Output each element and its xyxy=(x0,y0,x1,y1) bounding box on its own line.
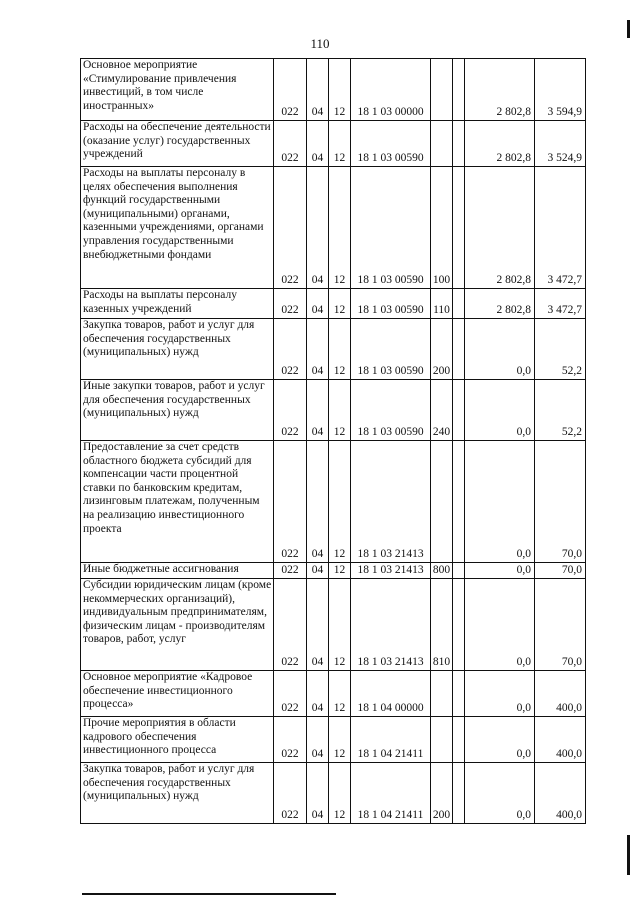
section-code: 04 xyxy=(307,319,329,380)
expense-type-code xyxy=(431,671,453,717)
target-code-part: 04 21411 xyxy=(380,748,424,761)
expense-type-code xyxy=(431,717,453,763)
subsection-code: 12 xyxy=(329,319,351,380)
section-code: 04 xyxy=(307,380,329,441)
ministry-code: 022 xyxy=(274,563,307,579)
amount-year-1: 2 802,8 xyxy=(465,121,535,167)
amount-year-2: 70,0 xyxy=(535,563,586,579)
amount-year-2: 3 472,7 xyxy=(535,289,586,319)
table-row xyxy=(81,289,586,319)
subsection-code: 12 xyxy=(329,121,351,167)
amount-year-1: 0,0 xyxy=(465,579,535,671)
target-code-part: 03 21413 xyxy=(380,548,424,561)
amount-year-2: 70,0 xyxy=(535,579,586,671)
expense-type-code: 800 xyxy=(431,563,453,579)
table-row xyxy=(81,579,586,671)
table-row xyxy=(81,763,586,824)
target-code-part: 1 xyxy=(371,365,378,378)
target-article-code xyxy=(351,763,431,824)
amount-year-1: 0,0 xyxy=(465,763,535,824)
ministry-code: 022 xyxy=(274,717,307,763)
target-article-code xyxy=(351,319,431,380)
expense-type-code xyxy=(431,59,453,121)
subsection-code: 12 xyxy=(329,763,351,824)
ministry-code: 022 xyxy=(274,59,307,121)
section-code: 04 xyxy=(307,441,329,563)
subsection-code: 12 xyxy=(329,167,351,289)
amount-year-1: 0,0 xyxy=(465,319,535,380)
amount-year-2: 3 594,9 xyxy=(535,59,586,121)
row-name: Предоставление за счет средств областного бюджета субсидий для компенсации части процентной ставки по банковским кредитам, лизинговым платежам, полученным на реализацию инвестиционного проекта xyxy=(81,441,274,563)
target-code-part: 03 21413 xyxy=(380,564,424,577)
target-code-part: 1 xyxy=(371,564,378,577)
target-code-part: 03 00590 xyxy=(380,274,424,287)
amount-year-2: 52,2 xyxy=(535,380,586,441)
target-code-part: 18 xyxy=(357,106,369,119)
amount-year-1: 2 802,8 xyxy=(465,167,535,289)
amount-year-2: 70,0 xyxy=(535,441,586,563)
target-article-code xyxy=(351,717,431,763)
target-article-code xyxy=(351,167,431,289)
blank-cell xyxy=(453,763,465,824)
row-name: Закупка товаров, работ и услуг для обеспечения государственных (муниципальных) нужд xyxy=(81,763,274,824)
table-row xyxy=(81,59,586,121)
target-article-code xyxy=(351,441,431,563)
target-code-part: 18 xyxy=(357,702,369,715)
target-code-part: 1 xyxy=(371,304,378,317)
ministry-code: 022 xyxy=(274,579,307,671)
ministry-code: 022 xyxy=(274,167,307,289)
ministry-code: 022 xyxy=(274,380,307,441)
table-row xyxy=(81,319,586,380)
blank-cell xyxy=(453,289,465,319)
target-code-part: 18 xyxy=(357,426,369,439)
blank-cell xyxy=(453,671,465,717)
row-name: Основное мероприятие «Стимулирование привлечения инвестиций, в том числе иностранных» xyxy=(81,59,274,121)
amount-year-1: 0,0 xyxy=(465,671,535,717)
ministry-code: 022 xyxy=(274,289,307,319)
section-code: 04 xyxy=(307,289,329,319)
blank-cell xyxy=(453,380,465,441)
amount-year-2: 3 524,9 xyxy=(535,121,586,167)
row-name: Расходы на выплаты персоналу казенных учреждений xyxy=(81,289,274,319)
table-row xyxy=(81,121,586,167)
margin-mark-bottom xyxy=(627,835,630,875)
page-number: 110 xyxy=(310,36,330,51)
target-code-part: 03 00590 xyxy=(380,426,424,439)
target-article-code xyxy=(351,579,431,671)
subsection-code: 12 xyxy=(329,671,351,717)
target-code-part: 1 xyxy=(371,426,378,439)
target-article-code xyxy=(351,59,431,121)
expense-type-code: 240 xyxy=(431,380,453,441)
target-code-part: 18 xyxy=(357,274,369,287)
expense-type-code: 200 xyxy=(431,763,453,824)
target-code-part: 1 xyxy=(371,702,378,715)
row-name: Основное мероприятие «Кадровое обеспечение инвестиционного процесса» xyxy=(81,671,274,717)
ministry-code: 022 xyxy=(274,319,307,380)
amount-year-1: 2 802,8 xyxy=(465,289,535,319)
expense-type-code xyxy=(431,441,453,563)
row-name: Прочие мероприятия в области кадрового обеспечения инвестиционного процесса xyxy=(81,717,274,763)
target-code-part: 18 xyxy=(357,548,369,561)
target-code-part: 1 xyxy=(371,274,378,287)
target-code-part: 1 xyxy=(371,656,378,669)
amount-year-2: 52,2 xyxy=(535,319,586,380)
blank-cell xyxy=(453,441,465,563)
target-code-part: 03 00590 xyxy=(380,304,424,317)
section-code: 04 xyxy=(307,579,329,671)
amount-year-2: 400,0 xyxy=(535,717,586,763)
blank-cell xyxy=(453,59,465,121)
target-code-part: 18 xyxy=(357,748,370,761)
target-code-part: 18 xyxy=(357,656,369,669)
table-row xyxy=(81,167,586,289)
section-code: 04 xyxy=(307,167,329,289)
target-code-part: 1 xyxy=(372,748,378,761)
ministry-code: 022 xyxy=(274,763,307,824)
section-code: 04 xyxy=(307,563,329,579)
section-code: 04 xyxy=(307,121,329,167)
target-code-part: 18 xyxy=(357,809,370,822)
section-code: 04 xyxy=(307,59,329,121)
target-code-part: 04 21411 xyxy=(380,809,424,822)
ministry-code: 022 xyxy=(274,121,307,167)
target-code-part: 18 xyxy=(357,564,369,577)
table-row xyxy=(81,441,586,563)
target-article-code xyxy=(351,380,431,441)
target-code-part: 03 00590 xyxy=(380,152,424,165)
amount-year-2: 3 472,7 xyxy=(535,167,586,289)
budget-table xyxy=(80,58,586,824)
section-code: 04 xyxy=(307,763,329,824)
expense-type-code: 100 xyxy=(431,167,453,289)
target-code-part: 03 00590 xyxy=(380,365,424,378)
amount-year-1: 0,0 xyxy=(465,563,535,579)
target-code-part: 03 00000 xyxy=(380,106,424,119)
blank-cell xyxy=(453,563,465,579)
subsection-code: 12 xyxy=(329,441,351,563)
table-row xyxy=(81,671,586,717)
ministry-code: 022 xyxy=(274,441,307,563)
amount-year-2: 400,0 xyxy=(535,671,586,717)
subsection-code: 12 xyxy=(329,380,351,441)
target-article-code xyxy=(351,289,431,319)
amount-year-1: 2 802,8 xyxy=(465,59,535,121)
row-name: Субсидии юридическим лицам (кроме некоммерческих организаций), индивидуальным предпринимателям, физическим лицам - производителям товаров, работ, услуг xyxy=(81,579,274,671)
subsection-code: 12 xyxy=(329,59,351,121)
row-name: Иные закупки товаров, работ и услуг для обеспечения государственных (муниципальных) нужд xyxy=(81,380,274,441)
table-row xyxy=(81,563,586,579)
margin-mark-top xyxy=(627,20,630,38)
amount-year-2: 400,0 xyxy=(535,763,586,824)
amount-year-1: 0,0 xyxy=(465,717,535,763)
target-code-part: 18 xyxy=(357,304,369,317)
blank-cell xyxy=(453,167,465,289)
subsection-code: 12 xyxy=(329,579,351,671)
ministry-code: 022 xyxy=(274,671,307,717)
target-code-part: 1 xyxy=(372,809,378,822)
target-code-part: 1 xyxy=(371,106,378,119)
row-name: Расходы на выплаты персоналу в целях обеспечения выполнения функций государственными (муниципальными) органами, казенными учреждениями, органами управления государственными внебюджетными фондами xyxy=(81,167,274,289)
target-code-part: 04 00000 xyxy=(380,702,424,715)
blank-cell xyxy=(453,319,465,380)
row-name: Расходы на обеспечение деятельности (оказание услуг) государственных учреждений xyxy=(81,121,274,167)
blank-cell xyxy=(453,121,465,167)
expense-type-code: 110 xyxy=(431,289,453,319)
expense-type-code xyxy=(431,121,453,167)
target-code-part: 1 xyxy=(371,152,378,165)
target-code-part: 1 xyxy=(371,548,378,561)
subsection-code: 12 xyxy=(329,717,351,763)
blank-cell xyxy=(453,579,465,671)
target-article-code xyxy=(351,671,431,717)
target-code-part: 03 21413 xyxy=(380,656,424,669)
amount-year-1: 0,0 xyxy=(465,380,535,441)
table-row xyxy=(81,380,586,441)
subsection-code: 12 xyxy=(329,289,351,319)
table-row xyxy=(81,717,586,763)
row-name: Закупка товаров, работ и услуг для обеспечения государственных (муниципальных) нужд xyxy=(81,319,274,380)
footer-rule xyxy=(82,893,336,895)
subsection-code: 12 xyxy=(329,563,351,579)
blank-cell xyxy=(453,717,465,763)
expense-type-code: 200 xyxy=(431,319,453,380)
target-code-part: 18 xyxy=(357,365,369,378)
expense-type-code: 810 xyxy=(431,579,453,671)
row-name: Иные бюджетные ассигнования xyxy=(81,563,274,579)
section-code: 04 xyxy=(307,717,329,763)
target-code-part: 18 xyxy=(357,152,369,165)
section-code: 04 xyxy=(307,671,329,717)
amount-year-1: 0,0 xyxy=(465,441,535,563)
target-article-code xyxy=(351,121,431,167)
target-article-code xyxy=(351,563,431,579)
